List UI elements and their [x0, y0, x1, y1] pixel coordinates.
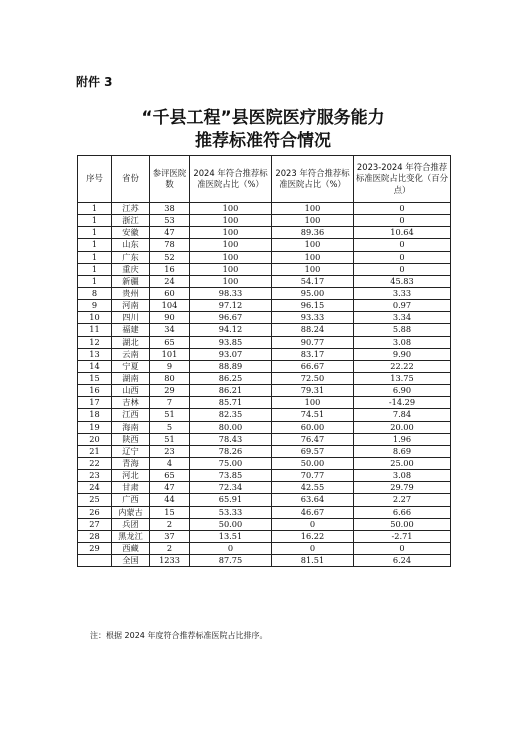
cell-rate-2024: 93.85 — [190, 336, 272, 348]
cell-rate-2023: 50.00 — [272, 457, 354, 469]
table-row — [78, 348, 451, 360]
cell-rate-2024: 100 — [190, 227, 272, 239]
table-row — [78, 506, 451, 518]
table-row — [78, 263, 451, 275]
cell-rank: 11 — [78, 324, 112, 336]
cell-hospitals: 7 — [150, 397, 190, 409]
cell-rate-2023: 100 — [272, 215, 354, 227]
cell-hospitals: 23 — [150, 445, 190, 457]
cell-change: 13.75 — [354, 372, 451, 384]
table-row — [78, 470, 451, 482]
cell-change: 3.34 — [354, 312, 451, 324]
cell-rate-2024: 78.26 — [190, 445, 272, 457]
cell-rate-2024: 82.35 — [190, 409, 272, 421]
cell-hospitals: 53 — [150, 215, 190, 227]
cell-change: 0.97 — [354, 300, 451, 312]
footnote: 注：根据 2024 年度符合推荐标准医院占比排序。 — [90, 631, 268, 640]
cell-rate-2023: 89.36 — [272, 227, 354, 239]
cell-rate-2024: 94.12 — [190, 324, 272, 336]
table-row — [78, 336, 451, 348]
cell-rank: 18 — [78, 409, 112, 421]
cell-hospitals: 2 — [150, 542, 190, 554]
cell-hospitals: 51 — [150, 433, 190, 445]
cell-province: 陕西 — [112, 433, 150, 445]
table-row — [78, 421, 451, 433]
cell-rate-2024: 72.34 — [190, 482, 272, 494]
cell-hospitals: 5 — [150, 421, 190, 433]
cell-province: 山东 — [112, 239, 150, 251]
cell-rate-2024: 100 — [190, 275, 272, 287]
table-row — [78, 251, 451, 263]
cell-change: 0 — [354, 263, 451, 275]
table-row — [78, 275, 451, 287]
cell-province: 甘肃 — [112, 482, 150, 494]
cell-change: 25.00 — [354, 457, 451, 469]
cell-rate-2023: 100 — [272, 397, 354, 409]
cell-province: 河北 — [112, 470, 150, 482]
cell-change: 10.64 — [354, 227, 451, 239]
cell-change: 0 — [354, 251, 451, 263]
cell-rate-2024: 53.33 — [190, 506, 272, 518]
cell-rate-2023: 66.67 — [272, 360, 354, 372]
cell-rate-2024: 88.89 — [190, 360, 272, 372]
table-row — [78, 227, 451, 239]
cell-hospitals: 52 — [150, 251, 190, 263]
cell-province: 河南 — [112, 300, 150, 312]
cell-province: 海南 — [112, 421, 150, 433]
cell-rate-2023: 100 — [272, 263, 354, 275]
cell-rank: 21 — [78, 445, 112, 457]
cell-change: 45.83 — [354, 275, 451, 287]
cell-province: 江苏 — [112, 203, 150, 215]
cell-rate-2024: 100 — [190, 215, 272, 227]
cell-change: 0 — [354, 203, 451, 215]
cell-rank: 25 — [78, 494, 112, 506]
document-title-line-1: “千县工程”县医院医疗服务能力 — [141, 108, 385, 128]
header-hospitals: 参评医院数 — [150, 156, 190, 203]
cell-rate-2023: 69.57 — [272, 445, 354, 457]
cell-rate-2024: 80.00 — [190, 421, 272, 433]
cell-change: 29.79 — [354, 482, 451, 494]
table-row — [78, 300, 451, 312]
cell-rate-2024: 100 — [190, 263, 272, 275]
table-row — [78, 482, 451, 494]
cell-rate-2024: 100 — [190, 239, 272, 251]
table-row — [78, 324, 451, 336]
cell-change: 6.90 — [354, 385, 451, 397]
header-rate-2024: 2024 年符合推荐标准医院占比（%） — [190, 156, 272, 203]
cell-rank: 1 — [78, 239, 112, 251]
cell-rank: 29 — [78, 542, 112, 554]
cell-province: 湖南 — [112, 372, 150, 384]
cell-change: -2.71 — [354, 530, 451, 542]
attachment-label: 附件 3 — [76, 75, 113, 89]
cell-province: 青海 — [112, 457, 150, 469]
cell-rate-2024: 75.00 — [190, 457, 272, 469]
cell-rate-2024: 0 — [190, 542, 272, 554]
cell-change: 7.84 — [354, 409, 451, 421]
cell-change: 2.27 — [354, 494, 451, 506]
cell-rank: 22 — [78, 457, 112, 469]
cell-rate-2024: 93.07 — [190, 348, 272, 360]
cell-rank: 28 — [78, 530, 112, 542]
cell-change: -14.29 — [354, 397, 451, 409]
cell-rank: 17 — [78, 397, 112, 409]
cell-rate-2023: 70.77 — [272, 470, 354, 482]
cell-province: 浙江 — [112, 215, 150, 227]
cell-province: 江西 — [112, 409, 150, 421]
cell-province: 重庆 — [112, 263, 150, 275]
cell-rate-2023: 100 — [272, 203, 354, 215]
cell-change: 20.00 — [354, 421, 451, 433]
cell-hospitals: 16 — [150, 263, 190, 275]
cell-province: 广东 — [112, 251, 150, 263]
cell-rate-2023: 63.64 — [272, 494, 354, 506]
cell-hospitals: 34 — [150, 324, 190, 336]
table-row — [78, 372, 451, 384]
cell-rate-2023: 90.77 — [272, 336, 354, 348]
header-province: 省份 — [112, 156, 150, 203]
cell-hospitals: 9 — [150, 360, 190, 372]
cell-province: 安徽 — [112, 227, 150, 239]
cell-hospitals: 15 — [150, 506, 190, 518]
cell-hospitals: 78 — [150, 239, 190, 251]
cell-rate-2024: 86.25 — [190, 372, 272, 384]
cell-rate-2024: 97.12 — [190, 300, 272, 312]
cell-change: 6.66 — [354, 506, 451, 518]
table-row — [78, 518, 451, 530]
cell-province: 内蒙古 — [112, 506, 150, 518]
cell-rank: 1 — [78, 275, 112, 287]
header-rank: 序号 — [78, 156, 112, 203]
cell-rate-2024: 50.00 — [190, 518, 272, 530]
cell-change: 5.88 — [354, 324, 451, 336]
cell-province: 西藏 — [112, 542, 150, 554]
compliance-table — [77, 155, 451, 567]
table-row — [78, 360, 451, 372]
cell-rate-2024: 98.33 — [190, 287, 272, 299]
cell-rate-2024: 73.85 — [190, 470, 272, 482]
total-change: 6.24 — [354, 555, 451, 567]
cell-province: 贵州 — [112, 287, 150, 299]
total-rate-2024: 87.75 — [190, 555, 272, 567]
cell-rate-2023: 74.51 — [272, 409, 354, 421]
cell-rate-2024: 96.67 — [190, 312, 272, 324]
cell-rate-2023: 79.31 — [272, 385, 354, 397]
cell-rank: 14 — [78, 360, 112, 372]
cell-rank: 20 — [78, 433, 112, 445]
cell-rank: 1 — [78, 203, 112, 215]
total-rank — [78, 555, 112, 567]
table-total-row — [78, 555, 451, 567]
cell-hospitals: 101 — [150, 348, 190, 360]
cell-rate-2023: 46.67 — [272, 506, 354, 518]
cell-rank: 1 — [78, 251, 112, 263]
cell-change: 9.90 — [354, 348, 451, 360]
cell-hospitals: 47 — [150, 227, 190, 239]
header-change: 2023-2024 年符合推荐标准医院占比变化（百分点） — [354, 156, 451, 203]
table-row — [78, 457, 451, 469]
cell-province: 福建 — [112, 324, 150, 336]
cell-rate-2023: 54.17 — [272, 275, 354, 287]
cell-rank: 1 — [78, 263, 112, 275]
cell-rate-2023: 88.24 — [272, 324, 354, 336]
cell-change: 1.96 — [354, 433, 451, 445]
cell-hospitals: 65 — [150, 336, 190, 348]
cell-hospitals: 44 — [150, 494, 190, 506]
cell-hospitals: 65 — [150, 470, 190, 482]
cell-province: 吉林 — [112, 397, 150, 409]
cell-rank: 19 — [78, 421, 112, 433]
table-row — [78, 203, 451, 215]
cell-province: 新疆 — [112, 275, 150, 287]
cell-hospitals: 90 — [150, 312, 190, 324]
cell-change: 8.69 — [354, 445, 451, 457]
cell-hospitals: 37 — [150, 530, 190, 542]
table-row — [78, 312, 451, 324]
cell-rank: 10 — [78, 312, 112, 324]
cell-province: 湖北 — [112, 336, 150, 348]
cell-rank: 13 — [78, 348, 112, 360]
total-rate-2023: 81.51 — [272, 555, 354, 567]
cell-rank: 8 — [78, 287, 112, 299]
cell-rate-2023: 72.50 — [272, 372, 354, 384]
cell-change: 3.33 — [354, 287, 451, 299]
cell-change: 0 — [354, 239, 451, 251]
cell-rate-2024: 86.21 — [190, 385, 272, 397]
table-row — [78, 530, 451, 542]
cell-rate-2024: 65.91 — [190, 494, 272, 506]
cell-rate-2023: 0 — [272, 518, 354, 530]
cell-province: 宁夏 — [112, 360, 150, 372]
cell-rank: 1 — [78, 227, 112, 239]
cell-rank: 26 — [78, 506, 112, 518]
cell-rate-2023: 0 — [272, 542, 354, 554]
cell-hospitals: 38 — [150, 203, 190, 215]
header-rate-2023: 2023 年符合推荐标准医院占比（%） — [272, 156, 354, 203]
table-row — [78, 494, 451, 506]
cell-rank: 1 — [78, 215, 112, 227]
table-row — [78, 239, 451, 251]
cell-rank: 16 — [78, 385, 112, 397]
cell-hospitals: 104 — [150, 300, 190, 312]
cell-hospitals: 80 — [150, 372, 190, 384]
table-row — [78, 542, 451, 554]
cell-change: 3.08 — [354, 470, 451, 482]
table-row — [78, 215, 451, 227]
cell-province: 云南 — [112, 348, 150, 360]
table-header-row — [78, 156, 451, 203]
cell-rate-2024: 13.51 — [190, 530, 272, 542]
table-row — [78, 287, 451, 299]
cell-rate-2023: 93.33 — [272, 312, 354, 324]
cell-rate-2023: 100 — [272, 239, 354, 251]
cell-rate-2024: 100 — [190, 251, 272, 263]
table-body — [78, 203, 451, 567]
document-title-line-2: 推荐标准符合情况 — [195, 131, 331, 151]
cell-rank: 24 — [78, 482, 112, 494]
table-row — [78, 409, 451, 421]
table-row — [78, 445, 451, 457]
cell-rank: 15 — [78, 372, 112, 384]
cell-rate-2023: 16.22 — [272, 530, 354, 542]
cell-province: 黑龙江 — [112, 530, 150, 542]
cell-province: 山西 — [112, 385, 150, 397]
cell-hospitals: 51 — [150, 409, 190, 421]
cell-rate-2023: 95.00 — [272, 287, 354, 299]
cell-hospitals: 2 — [150, 518, 190, 530]
cell-province: 广西 — [112, 494, 150, 506]
cell-change: 0 — [354, 542, 451, 554]
table-row — [78, 385, 451, 397]
cell-hospitals: 60 — [150, 287, 190, 299]
cell-rank: 9 — [78, 300, 112, 312]
cell-hospitals: 4 — [150, 457, 190, 469]
cell-rate-2023: 60.00 — [272, 421, 354, 433]
cell-province: 兵团 — [112, 518, 150, 530]
cell-change: 50.00 — [354, 518, 451, 530]
cell-rate-2024: 78.43 — [190, 433, 272, 445]
cell-rate-2023: 76.47 — [272, 433, 354, 445]
total-hospitals: 1233 — [150, 555, 190, 567]
cell-change: 3.08 — [354, 336, 451, 348]
table-row — [78, 433, 451, 445]
cell-rank: 23 — [78, 470, 112, 482]
cell-hospitals: 29 — [150, 385, 190, 397]
cell-province: 四川 — [112, 312, 150, 324]
cell-hospitals: 24 — [150, 275, 190, 287]
cell-rate-2023: 100 — [272, 251, 354, 263]
cell-rate-2023: 96.15 — [272, 300, 354, 312]
cell-rank: 27 — [78, 518, 112, 530]
cell-rate-2024: 100 — [190, 203, 272, 215]
cell-rate-2023: 42.55 — [272, 482, 354, 494]
cell-rate-2023: 83.17 — [272, 348, 354, 360]
cell-change: 0 — [354, 215, 451, 227]
cell-province: 辽宁 — [112, 445, 150, 457]
cell-rank: 12 — [78, 336, 112, 348]
total-province: 全国 — [112, 555, 150, 567]
cell-hospitals: 47 — [150, 482, 190, 494]
cell-rate-2024: 85.71 — [190, 397, 272, 409]
table-row — [78, 397, 451, 409]
cell-change: 22.22 — [354, 360, 451, 372]
